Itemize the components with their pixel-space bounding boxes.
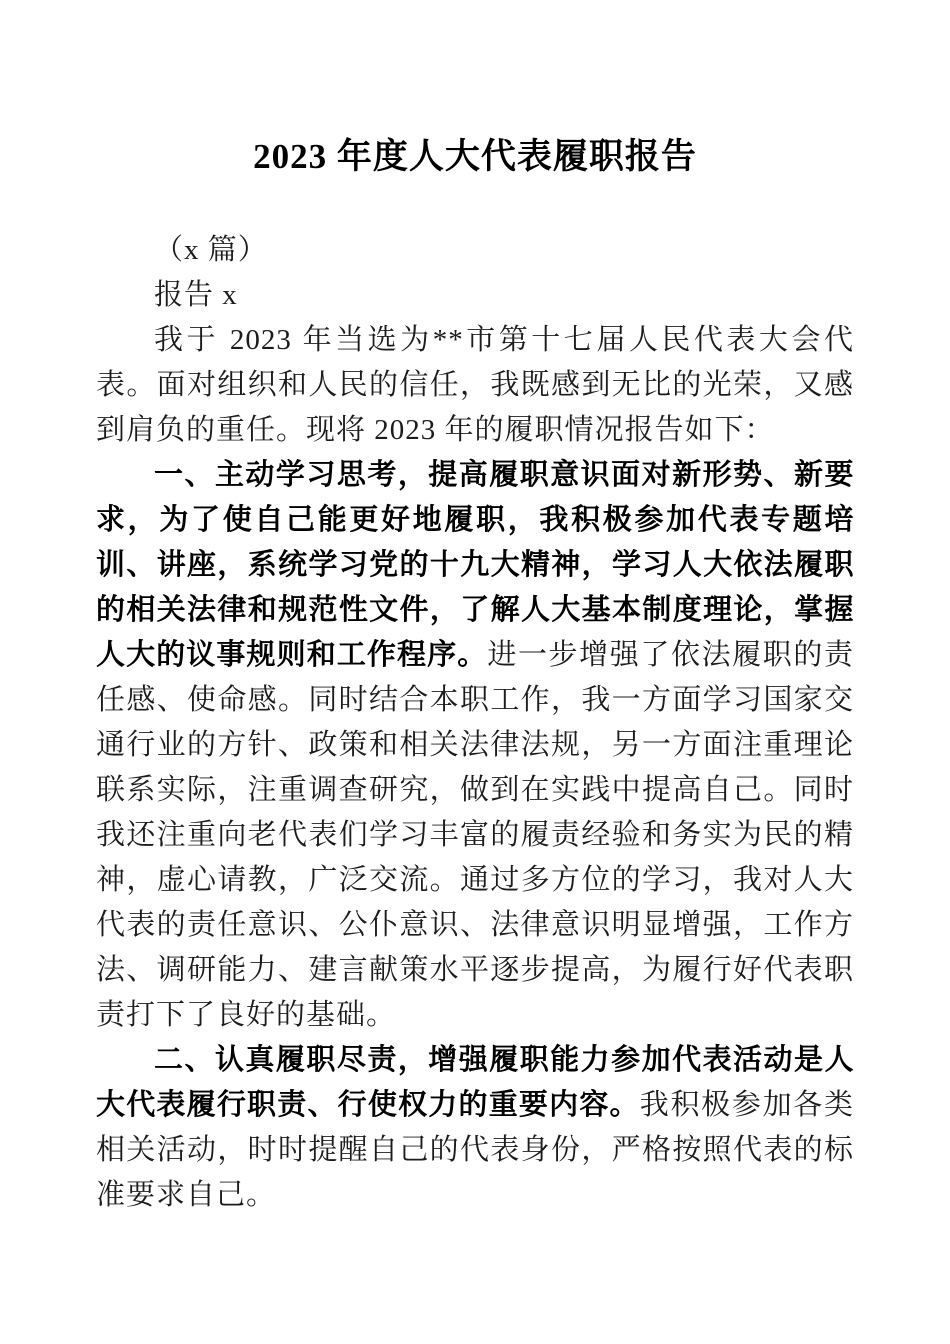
document-title: 2023 年度人大代表履职报告 <box>253 137 697 176</box>
section-2-paragraph <box>96 1038 854 1218</box>
section-2-text: 我积极参加各类相关活动，时时提醒自己的代表身份，严格按照代表的标准要求自己。 <box>96 1089 854 1211</box>
intro-paragraph: 我于 2023 年当选为**市第十七届人民代表大会代表。面对组织和人民的信任，我既感到无比的光荣，又感到肩负的重任。现将 2023 年的履职情况报告如下： <box>96 324 854 446</box>
report-label: 报告 x <box>154 279 238 311</box>
document-body <box>0 134 950 1218</box>
section-2-heading: 二、认真履职尽责，增强履职能力参加代表活动是人大代表履行职责、行使权力的重要内容。 <box>96 1044 854 1121</box>
section-1-heading: 一、主动学习思考，提高履职意识面对新形势、新要求，为了使自己能更好地履职，我积极参加代表专题培训、讲座，系统学习党的十九大精神，学习人大依法履职的相关法律和规范性文件，了解人大基本制度理论，掌握人大的议事规则和工作程序。 <box>96 459 854 671</box>
section-1-paragraph <box>96 453 854 1038</box>
section-1-text: 进一步增强了依法履职的责任感、使命感。同时结合本职工作，我一方面学习国家交通行业的方针、政策和相关法律法规，另一方面注重理论联系实际，注重调查研究，做到在实践中提高自己。同时我还注重向老代表们学习丰富的履责经验和务实为民的精神，虚心请教，广泛交流。通过多方位的学习，我对人大代表的责任意识、公仆意识、法律意识明显增强，工作方法、调研能力、建言献策水平逐步提高，为履行好代表职责打下了良好的基础。 <box>96 639 854 1031</box>
count-line: （x 篇） <box>154 234 268 266</box>
